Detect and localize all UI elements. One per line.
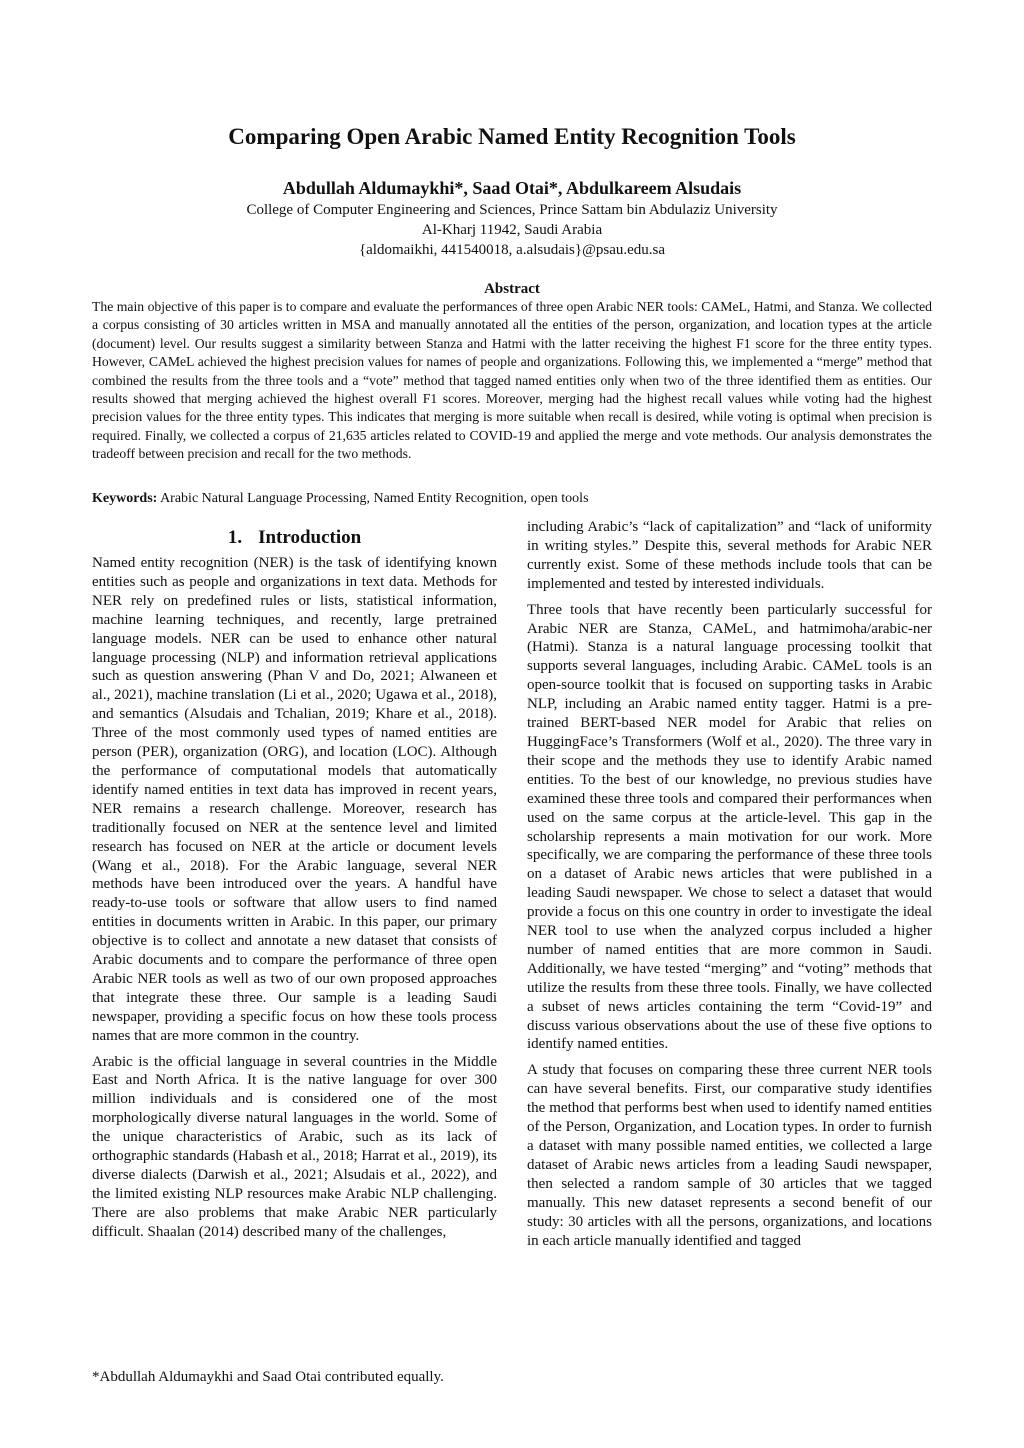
keywords-text: Arabic Natural Language Processing, Named Entity Recognition, open tools (160, 491, 589, 506)
footnote: *Abdullah Aldumaykhi and Saad Otai contributed equally. (92, 1369, 444, 1385)
right-column (527, 518, 932, 1257)
affiliation-emails: {aldomaikhi, 441540018, a.alsudais}@psau.edu.sa (358, 242, 666, 258)
paragraph: Three tools that have recently been particularly successful for Arabic NER are Stanza, CAMeL, and hatmimoha/arabic-ner (Hatmi). Stanza is a natural language processing toolkit that supports several languages, including Arabic. CAMeL tools is an open-source toolkit that is focused on supporting tasks in Arabic NLP, including an Arabic named entity tagger. Hatmi is a pre-trained BERT-based NER model for Arabic that relies on HuggingFace’s Transformers (Wolf et al., 2020). The three vary in their scope and the methods they use to identify Arabic named entities. To the best of our knowledge, no previous studies have examined these three tools and compared their performances when used on the same corpus at the article-level. This gap in the scholarship represents a main motivation for our work. More specifically, we are comparing the performance of these three tools on a dataset of Arabic news articles that were published in a leading Saudi newspaper. We chose to select a dataset that would provide a focus on this one country in order to investigate the ideal NER tool to use when the analyzed corpus included a higher number of named entities that are more common in Saudi. Additionally, we have tested “merging” and “voting” methods that utilize the results from these three tools. Finally, we have collected a subset of news articles containing the term “Covid-19” and discuss various observations about the use of these five options to identify named entities. (527, 601, 932, 1053)
left-column (92, 518, 497, 1249)
paper-title: Comparing Open Arabic Named Entity Recognition Tools (228, 124, 796, 149)
paragraph: Arabic is the official language in several countries in the Middle East and North Africa. It is the native language for over 300 million individuals and is considered one of the most morphologically diverse natural languages in the world. Some of the unique characteristics of Arabic, such as its lack of orthographic standards (Habash et al., 2018; Harrat et al., 2019), its diverse dialects (Darwish et al., 2021; Alsudais et al., 2022), and the limited existing NLP resources make Arabic NLP challenging. There are also problems that make Arabic NER particularly difficult. Shaalan (2014) described many of the challenges, (92, 1053, 497, 1240)
section-number: 1. (227, 527, 243, 548)
section-title: Introduction (258, 527, 362, 548)
keywords-label: Keywords: (92, 491, 158, 506)
paragraph: Named entity recognition (NER) is the task of identifying known entities such as people and organizations in text data. Methods for NER rely on predefined rules or lists, statistical information, machine learning techniques, and recently, large pretrained language models. NER can be used to enhance other natural language processing (NLP) and information retrieval applications such as question answering (Phan V and Do, 2021; Alwaneen et al., 2021), machine translation (Li et al., 2020; Ugawa et al., 2018), and semantics (Alsudais and Tchalian, 2019; Khare et al., 2018). Three of the most commonly used types of named entities are person (PER), organization (ORG), and location (LOC). Although the performance of computational models that automatically identify named entities in text data has improved in recent years, NER remains a research challenge. Moreover, research has traditionally focused on NER at the sentence level and limited research has focused on NER at the article or document levels (Wang et al., 2018). For the Arabic language, several NER methods have been introduced over the years. A handful have ready-to-use tools or software that allow users to find named entities in documents written in Arabic. In this paper, our primary objective is to collect and annotate a new dataset that consists of Arabic documents and to compare the performance of three open Arabic NER tools as well as two of our own proposed approaches that integrate these three. Our sample is a leading Saudi newspaper, providing a specific focus on how these tools process names that are more common in the country. (92, 555, 497, 1044)
paragraph: including Arabic’s “lack of capitalization” and “lack of uniformity in writing styles.” Despite this, several methods for Arabic NER currently exist. Some of these methods include tools that can be implemented and tested by interested individuals. (527, 519, 932, 592)
affiliation-address: Al-Kharj 11942, Saudi Arabia (421, 222, 603, 238)
paragraph: A study that focuses on comparing these three current NER tools can have several benefits. First, our comparative study identifies the method that performs best when used to identify named entities of the Person, Organization, and Location types. In order to furnish a dataset with many possible named entities, we collected a large dataset of Arabic news articles from a leading Saudi newspaper, then selected a random sample of 30 articles that we tagged manually. This new dataset represents a second benefit of our study: 30 articles with all the persons, organizations, and locations in each article manually identified and tagged (527, 1062, 932, 1249)
abstract-text: The main objective of this paper is to compare and evaluate the performances of three open Arabic NER tools: CAMeL, Hatmi, and Stanza. We collected a corpus consisting of 30 articles written in MSA and manually annotated all the entities of the person, organization, and location types at the article (document) level. Our results suggest a similarity between Stanza and Hatmi with the latter receiving the highest F1 score for the three entity types. However, CAMeL achieved the highest precision values for names of people and organizations. Following this, we implemented a “merge” method that combined the results from the three tools and a “vote” method that tagged named entities only when two of the three identified them as entities. Our results showed that merging achieved the highest overall F1 scores. Moreover, merging had the highest recall values while voting had the highest precision values for the three entity types. This indicates that merging is more suitable when recall is desired, while voting is optimal when precision is required. Finally, we collected a corpus of 21,635 articles related to COVID-19 and applied the merge and vote methods. Our analysis demonstrates the tradeoff between precision and recall for the two methods. (92, 299, 932, 462)
author-list: Abdullah Aldumaykhi*, Saad Otai*, Abdulkareem Alsudais (282, 178, 742, 198)
keywords-line (92, 489, 932, 509)
affiliation-institution: College of Computer Engineering and Sciences, Prince Sattam bin Abdulaziz University (246, 202, 778, 218)
section-heading (92, 526, 497, 550)
abstract-heading: Abstract (484, 281, 540, 297)
